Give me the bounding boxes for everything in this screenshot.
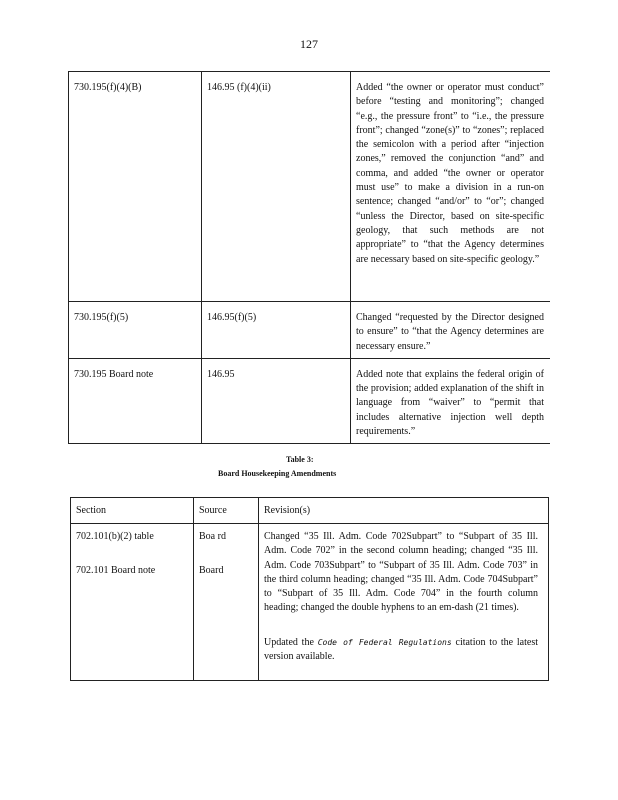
- section-cell: 730.195 Board note: [69, 358, 202, 443]
- table-row: [71, 524, 549, 681]
- header-source: Source: [194, 498, 259, 524]
- table-row: [69, 302, 551, 359]
- source-entry: Boa rd: [199, 531, 226, 542]
- cfr-title: Code of Federal Regulations: [317, 637, 452, 647]
- revision-cell: [259, 524, 549, 681]
- section-cell: [71, 524, 194, 681]
- table-caption-number: Table 3:: [286, 455, 314, 464]
- revision-text-post: citation to the latest version available.: [264, 636, 539, 663]
- housekeeping-amendments-table: [70, 497, 549, 681]
- source-cell: 146.95(f)(5): [202, 302, 351, 359]
- revision-entry: Changed “35 Ill. Adm. Code 702Subpart” to “Subpart of 35 Ill. Adm. Code 702” in the second column heading; changed “35 Ill. Adm. Code 703Subpart” to “Subpart of 35 Ill. Adm. Code 703” in the third column heading; changed “35 Ill. Adm. Code 704Subpart” to “Subpart of 35 Ill. Adm. Code 704” in the fourth column heading; changed the double hyphens to an em-dash (21 times).: [264, 531, 538, 614]
- table-row: [69, 72, 551, 302]
- revision-entry: [264, 636, 538, 665]
- source-entry: Board: [199, 565, 224, 577]
- section-cell: 730.195(f)(4)(B): [69, 72, 202, 302]
- table-caption-title: Board Housekeeping Amendments: [218, 469, 337, 478]
- table-header-row: [71, 498, 549, 524]
- section-entry: 702.101 Board note: [76, 565, 156, 577]
- source-cell: 146.95 (f)(4)(ii): [202, 72, 351, 302]
- revision-cell: Added “the owner or operator must conduct” before “testing and monitoring”; changed “e.g., the pressure front” to “i.e., the pressure front”; changed “zone(s)” to “zones”; replaced the semicolon with a period after “injection zones,” removed the conjunction “and” and comma, and added “the owner or operator must use” to make a division in a run-on sentence; changed “and/or” to “or”; changed “unless the Director, based on site-specific geology, that such methods are not appropriate” to “that the Agency determines are necessary based on site-specific geology.”: [351, 72, 551, 302]
- page-number: 127: [300, 37, 318, 51]
- revision-cell: Changed “requested by the Director designed to ensure” to “that the Agency determines are necessary ensure.”: [351, 302, 551, 359]
- revision-cell: Added note that explains the federal origin of the provision; added explanation of the shift in language from “waiver” to “permit that includes alternative injection well depth requirements.”: [351, 358, 551, 443]
- revision-text-pre: Updated the: [264, 636, 314, 648]
- section-cell: 730.195(f)(5): [69, 302, 202, 359]
- source-cell: [194, 524, 259, 681]
- header-section: Section: [71, 498, 194, 524]
- section-entry: 702.101(b)(2) table: [76, 531, 154, 542]
- regulation-changes-table: [68, 71, 550, 444]
- header-revision: Revision(s): [259, 498, 549, 524]
- table-row: [69, 358, 551, 443]
- source-cell: 146.95: [202, 358, 351, 443]
